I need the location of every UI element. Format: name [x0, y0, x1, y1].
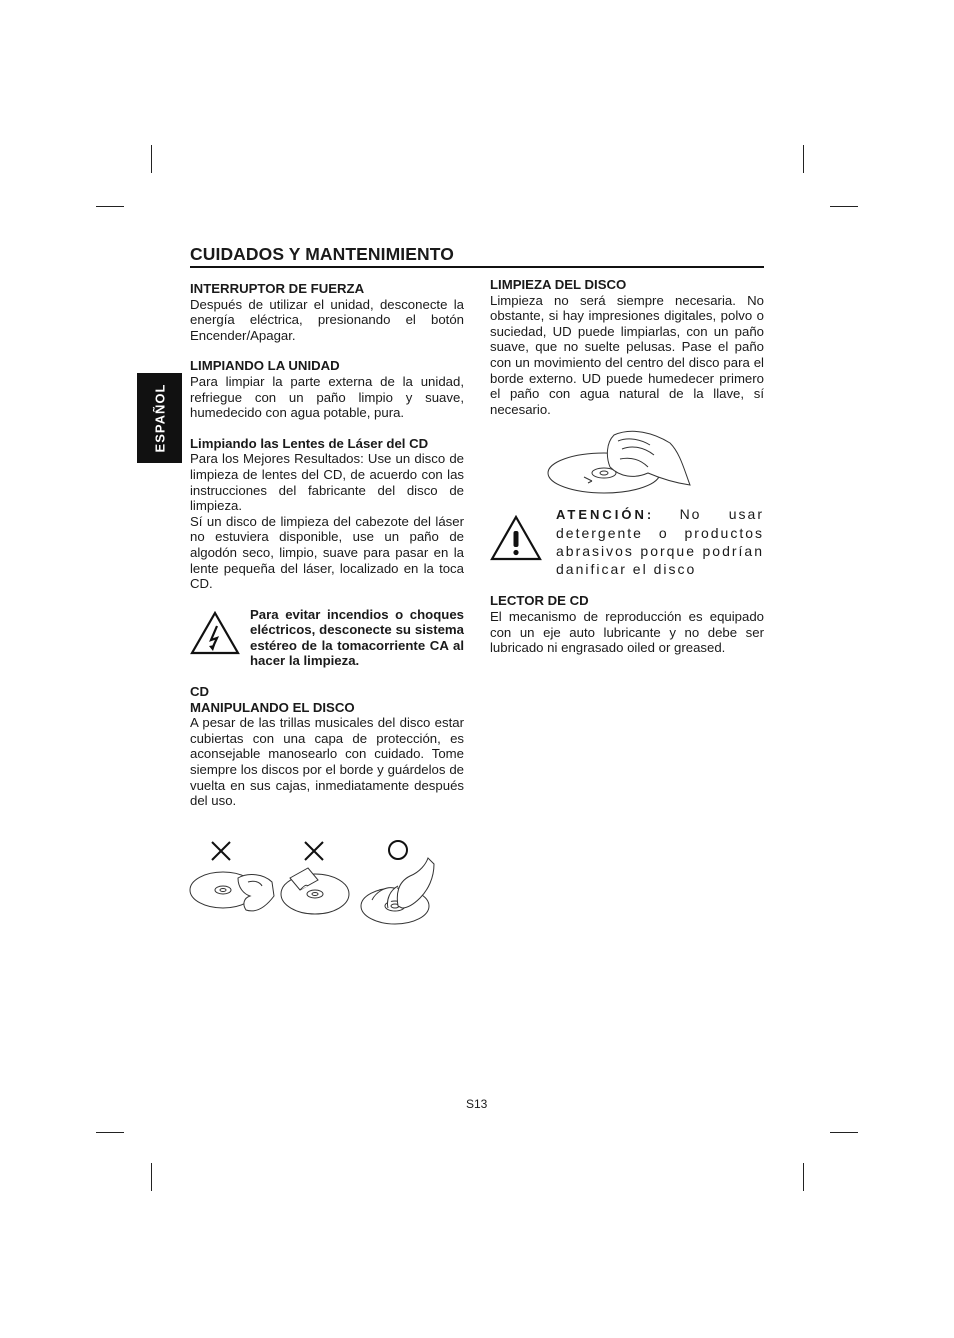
section-body: El mecanismo de reproducción es equipado con un eje auto lubricante y no debe ser lubricado ni engrasado oiled or greased. [490, 608, 764, 656]
sticker-icon [290, 868, 318, 890]
electric-warning-icon [190, 607, 240, 669]
wrong-mark-icon [305, 842, 323, 860]
page-number: S13 [466, 1097, 488, 1111]
correct-mark-icon [389, 841, 407, 859]
crop-mark [96, 1132, 124, 1133]
title-rule [190, 266, 764, 268]
caution-text [556, 505, 764, 578]
crop-mark [830, 1132, 858, 1133]
section-heading: CD [190, 684, 210, 700]
disc-cleaning-illustration [544, 427, 694, 497]
hand-icon [372, 858, 434, 908]
section-heading: LIMPIANDO LA UNIDAD [190, 358, 340, 374]
section-heading: Limpiando las Lentes de Láser del CD [190, 435, 429, 451]
section-body: Limpieza no será siempre necesaria. No obstante, si hay impresiones digitales, polvo o suciedad, UD puede limpiarlas, con un paño suave, que no suelte pelusas. Pase el paño con un movimiento del centro del disco para el borde externo. UD puede humedecer primero el paño con agua natural de la llave, sí necesario. [490, 292, 764, 417]
section-body: A pesar de las trillas musicales del disco estar cubiertas con una capa de protección, es aconsejable manosearlo con cuidado. Tome siempre los discos por el borde y guárdelos de vuelta en sus cajas, inmediatamente después del uso. [190, 715, 464, 809]
caution-message: No usar detergente o productos abrasivos porque podrían danificar el disco [556, 506, 764, 578]
hand-icon [238, 875, 274, 911]
language-tab-label: ESPAÑOL [152, 383, 167, 453]
crop-mark [803, 145, 804, 173]
crop-mark [151, 145, 152, 173]
crop-mark [803, 1163, 804, 1191]
section-heading: LECTOR DE CD [490, 593, 589, 609]
section-heading: MANIPULANDO EL DISCO [190, 699, 355, 715]
exclamation-warning-icon [490, 505, 542, 578]
caution-block [490, 505, 764, 578]
disc-handling-illustration [188, 838, 448, 926]
crop-mark [830, 206, 858, 207]
right-column [490, 277, 764, 656]
page-title: CUIDADOS Y MANTENIMIENTO [190, 244, 454, 264]
section-heading: INTERRUPTOR DE FUERZA [190, 281, 365, 296]
section-body: Después de utilizar el unidad, desconecte la energía eléctrica, presionando el botón Encender/Apagar. [190, 296, 464, 343]
section-body: Para los Mejores Resultados: Use un disco de limpieza de lentes del CD, de acuerdo con las instrucciones del fabricante del disco de limpieza. [190, 451, 464, 514]
crop-mark [151, 1163, 152, 1191]
cloth-icon [607, 432, 690, 486]
section-heading: LIMPIEZA DEL DISCO [490, 277, 627, 292]
section-body: Sí un disco de limpieza del cabezote del láser no estuviera disponible, use un paño de algodón seco, limpio, suave para pasar en la lente pequeña del láser, localizado en la toca CD. [190, 513, 464, 592]
section-body: Para limpiar la parte externa de la unidad, refriegue con un paño limpio y suave, humedecido con agua potable, pura. [190, 373, 464, 421]
wrong-mark-icon [212, 842, 230, 860]
caution-label: ATENCIÓN: [556, 507, 655, 523]
warning-block [190, 607, 464, 669]
left-column [190, 281, 464, 809]
language-tab [137, 373, 182, 463]
crop-mark [96, 206, 124, 207]
warning-text: Para evitar incendios o choques eléctricos, desconecte su sistema estéreo de la tomacorriente CA al hacer la limpieza. [250, 606, 464, 669]
